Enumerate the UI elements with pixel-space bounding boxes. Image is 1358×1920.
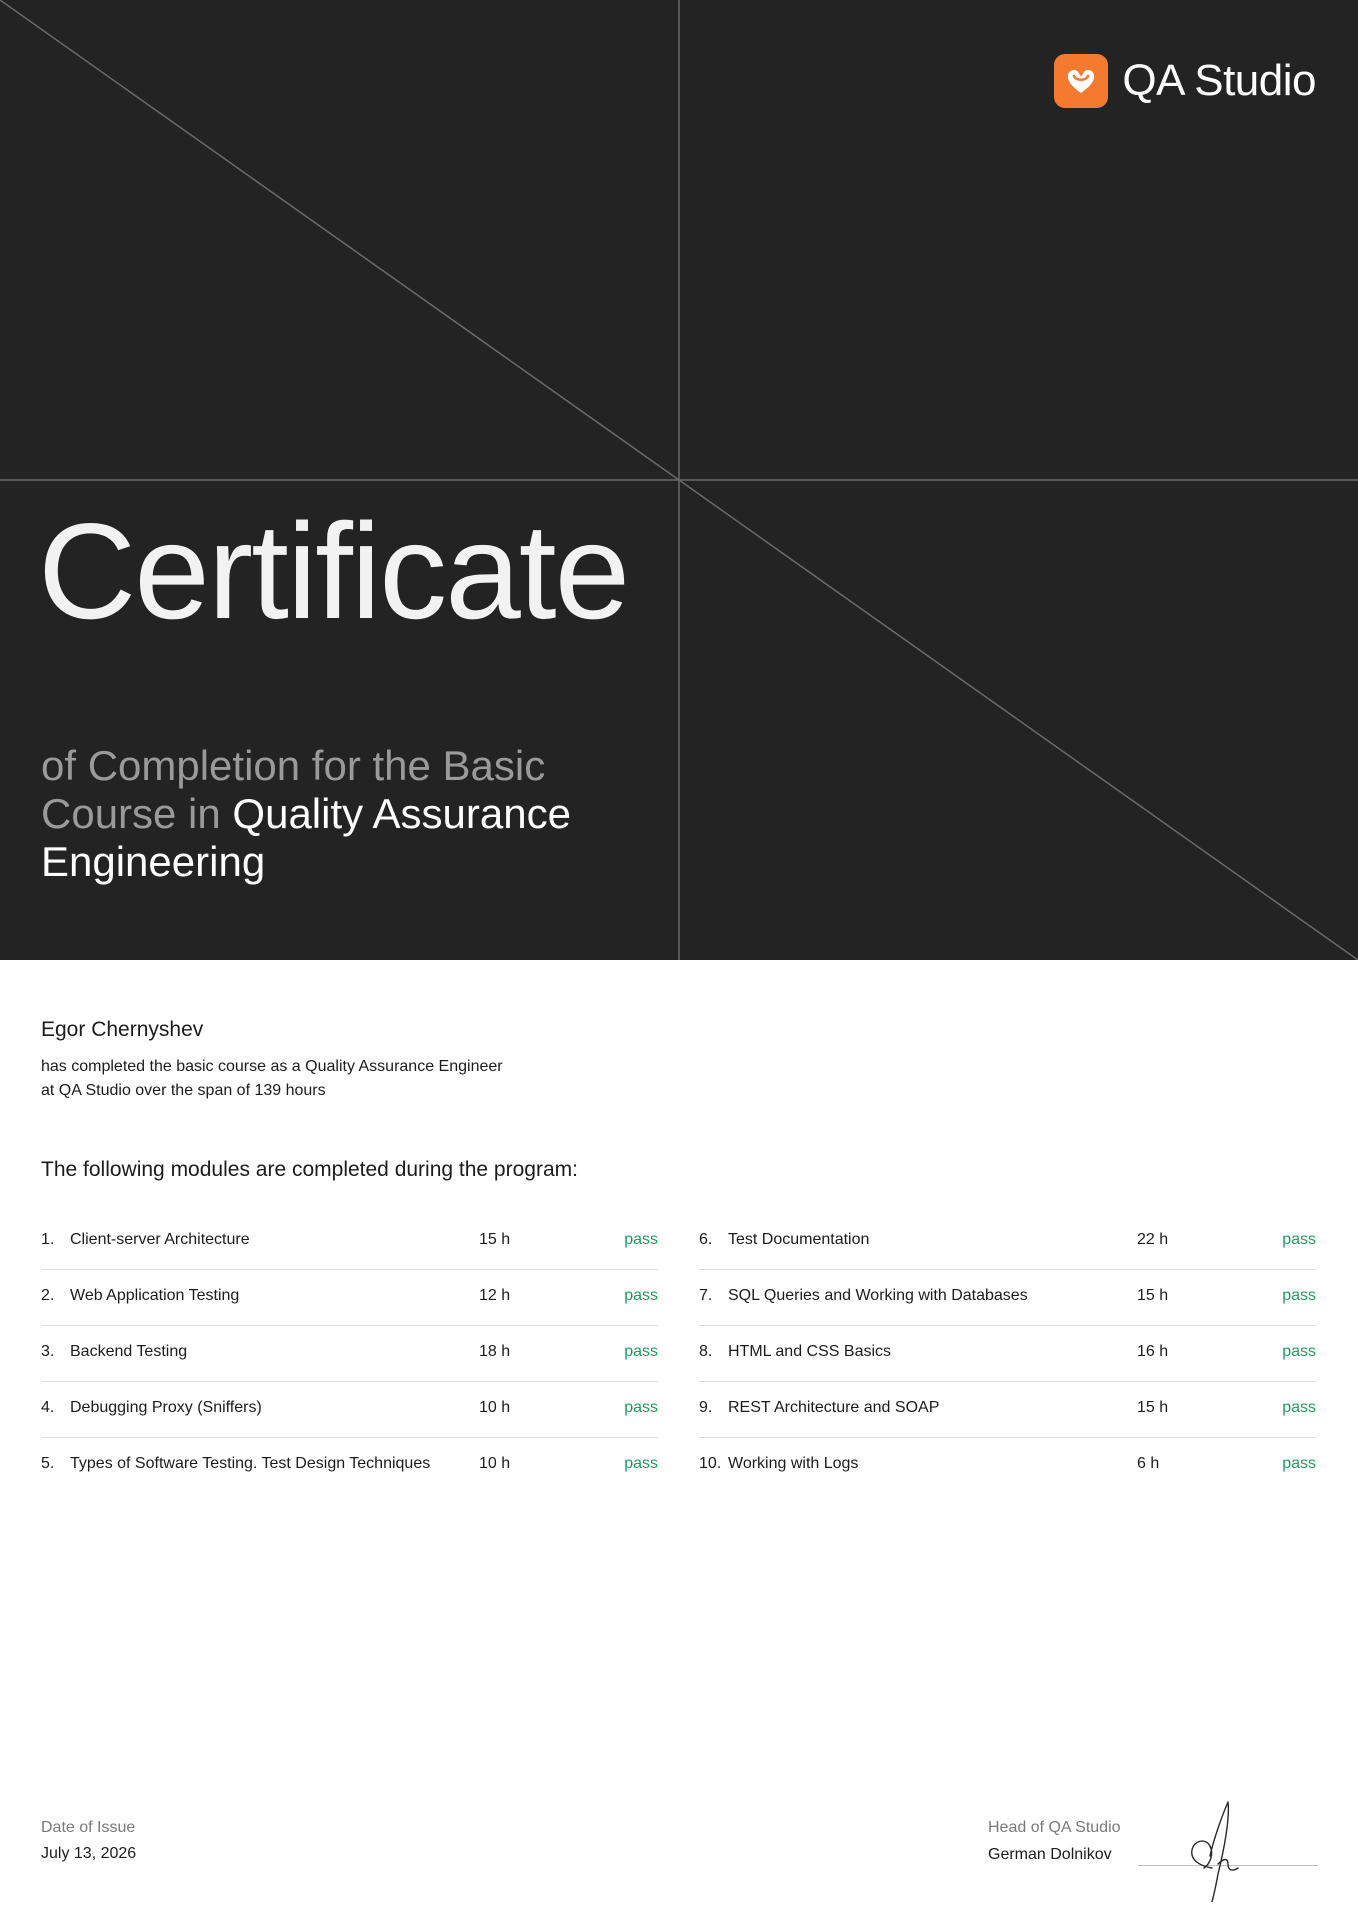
module-status: pass [1282, 1399, 1316, 1416]
module-number: 10. [699, 1455, 722, 1472]
completion-line-2: at QA Studio over the span of 139 hours [41, 1082, 326, 1099]
module-name: Web Application Testing [70, 1287, 240, 1304]
module-row [41, 1326, 658, 1382]
signature-image [1170, 1798, 1250, 1902]
module-number: 3. [41, 1343, 55, 1360]
module-row [41, 1214, 658, 1270]
module-status: pass [624, 1287, 658, 1304]
module-hours: 15 h [1137, 1287, 1169, 1304]
modules-column-left [41, 1214, 658, 1493]
certificate-subtitle [41, 742, 601, 886]
module-name: Backend Testing [70, 1343, 188, 1360]
module-row [699, 1214, 1316, 1270]
module-hours: 10 h [479, 1399, 511, 1416]
module-status: pass [1282, 1287, 1316, 1304]
module-name: Test Documentation [728, 1231, 870, 1248]
module-name: Types of Software Testing. Test Design Techniques [70, 1455, 431, 1472]
module-status: pass [624, 1343, 658, 1360]
module-hours: 15 h [1137, 1399, 1169, 1416]
module-hours: 10 h [479, 1455, 511, 1472]
module-status: pass [1282, 1231, 1316, 1248]
module-status: pass [624, 1399, 658, 1416]
recipient-name: Egor Chernyshev [41, 1018, 204, 1041]
module-hours: 12 h [479, 1287, 511, 1304]
brand-name: QA Studio [1122, 56, 1316, 105]
heart-icon [1054, 54, 1108, 108]
completion-statement [41, 1055, 601, 1103]
module-number: 2. [41, 1287, 55, 1304]
subtitle-course-name: Quality Assurance Engineering [41, 790, 571, 885]
module-name: SQL Queries and Working with Databases [728, 1287, 1028, 1304]
modules-column-right [699, 1214, 1316, 1493]
module-name: Working with Logs [728, 1455, 859, 1472]
certificate-title: Certificate [38, 495, 629, 647]
module-number: 9. [699, 1399, 713, 1416]
module-status: pass [1282, 1343, 1316, 1360]
modules-heading: The following modules are completed during the program: [41, 1158, 578, 1181]
module-name: REST Architecture and SOAP [728, 1399, 940, 1416]
module-number: 1. [41, 1231, 55, 1248]
module-hours: 22 h [1137, 1231, 1169, 1248]
module-row [699, 1438, 1316, 1493]
module-hours: 16 h [1137, 1343, 1169, 1360]
module-status: pass [624, 1455, 658, 1472]
module-number: 5. [41, 1455, 55, 1472]
issue-date: July 13, 2026 [41, 1845, 137, 1862]
module-row [699, 1270, 1316, 1326]
brand-logo [1054, 54, 1316, 108]
module-row [699, 1382, 1316, 1438]
module-name: HTML and CSS Basics [728, 1343, 892, 1360]
module-hours: 18 h [479, 1343, 511, 1360]
module-hours: 6 h [1137, 1455, 1160, 1472]
module-name: Debugging Proxy (Sniffers) [70, 1399, 262, 1416]
module-name: Client-server Architecture [70, 1231, 250, 1248]
module-status: pass [1282, 1455, 1316, 1472]
module-number: 8. [699, 1343, 713, 1360]
module-row [41, 1270, 658, 1326]
module-row [699, 1326, 1316, 1382]
signer-name: German Dolnikov [988, 1846, 1112, 1863]
module-number: 7. [699, 1287, 713, 1304]
module-number: 4. [41, 1399, 55, 1416]
subtitle-muted-part: of Completion for the Basic Course in [41, 742, 546, 837]
module-status: pass [624, 1231, 658, 1248]
issue-date-label: Date of Issue [41, 1819, 136, 1836]
module-row [41, 1438, 658, 1493]
module-row [41, 1382, 658, 1438]
module-hours: 15 h [479, 1231, 511, 1248]
completion-line-1: has completed the basic course as a Quality Assurance Engineer [41, 1058, 503, 1075]
signer-title: Head of QA Studio [988, 1819, 1121, 1836]
module-number: 6. [699, 1231, 713, 1248]
